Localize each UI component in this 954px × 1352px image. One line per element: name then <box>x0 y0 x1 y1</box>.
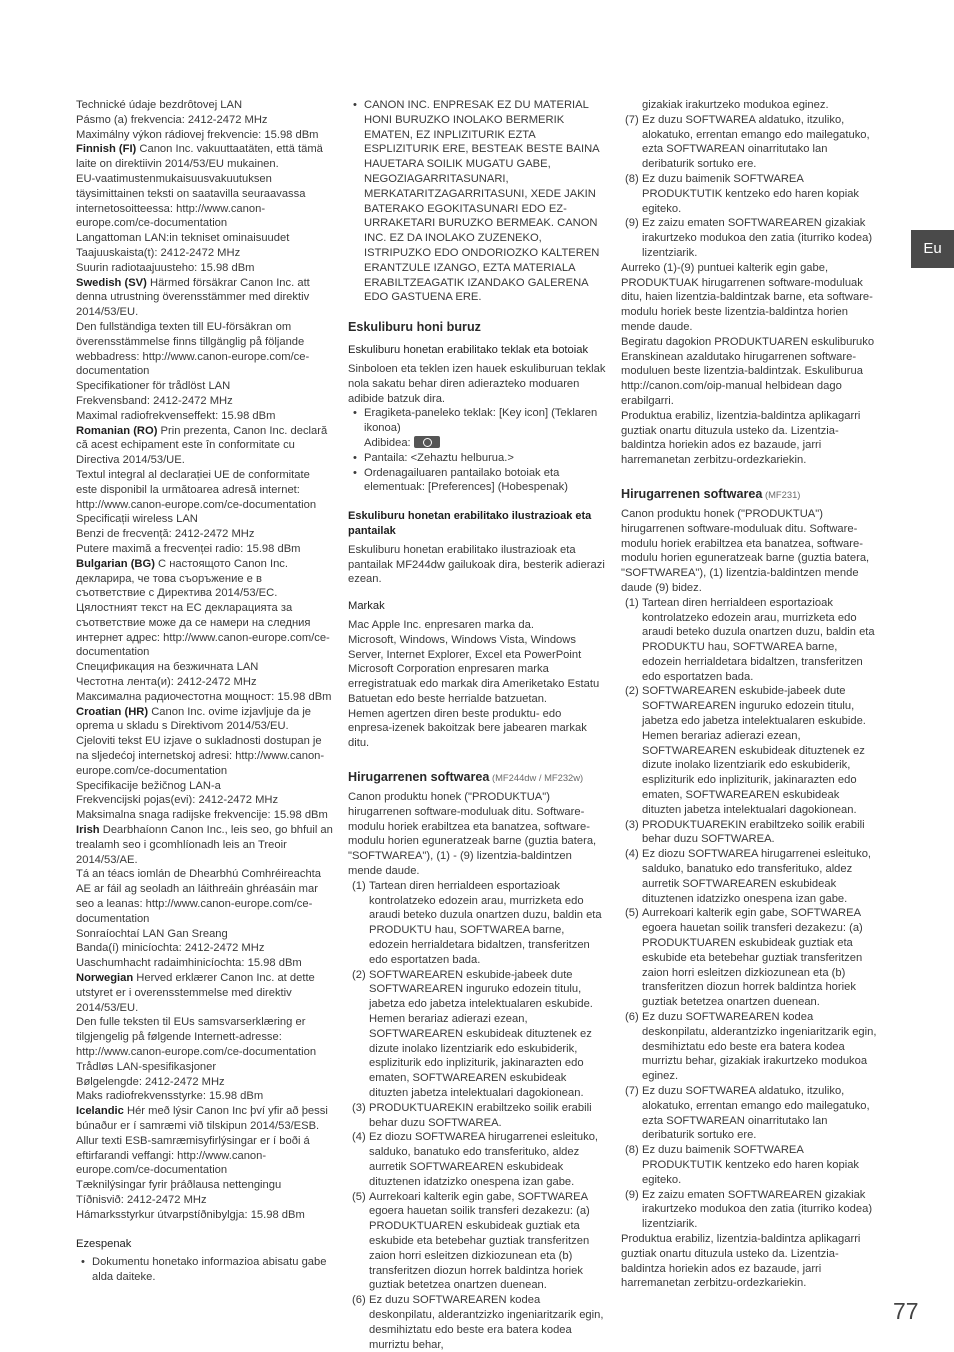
list-item: • CANON INC. ENPRESAK EZ DU MATERIAL HONI BURUZKO INOLAKO BERMERIK EMATEN, EZ INPLIZITURIK EZTA ESPLIZITURIK ERE, BESTEAK BESTE BAINA HAUETARA SOILIK MUGATU GABE, NEGOZIAGARRITASUNARI, MERKATARITZAGARRITASUNI, XEDE JAKIN BATERAKO EGOKITASUNARI EDO EZ-URRAKETARI BURUZKO BERMEAK. CANON INC. EZ DA INOLAKO ZUZENEKO, ISTRIPUZKO EDO ONDORIOZKO KALTEREN ERANTZULE IZANGO, EZTA MATERIALA ERABILTZEAGATIK IZANDAKO GALERENA EDO GASTUENA ERE. <box>364 98 606 305</box>
item-text: Ez duzu baimenik SOFTWAREA PRODUKTUTIK kentzeko edo haren kopiak egiteko. <box>642 172 860 215</box>
declaration-is <box>76 1104 334 1134</box>
lang-label: Croatian (HR) <box>76 705 149 718</box>
section-heading-ezespenak: Ezespenak <box>76 1237 132 1250</box>
item-text: PRODUKTUAREKIN erabiltzeko soilik erabili behar duzu SOFTWAREA. <box>642 818 865 846</box>
list-item <box>625 1143 879 1187</box>
lang-label: Finnish (FI) <box>76 143 137 156</box>
text-line: Tæknilýsingar fyrir þráðlausa nettengingu <box>76 1179 282 1192</box>
column-right <box>621 98 879 1291</box>
item-text: Tartean diren herrialdeen esportazioak kontrolatzeko edozein arau, murrizketa edo araudi beteko duzula onartzen duzu, baldin eta PRODUKTU hau, SOFTWAREA barne, edozein herrialdetara bidaltzen, transferitzen edo esportatzen bada. <box>369 879 602 966</box>
item-number: (7) <box>625 1085 639 1097</box>
paragraph: Sinboloen eta teklen izen hauek eskuliburuan teklak nola sakatu behar diren adierazteko moduaren adibide batzuk dira. <box>348 362 606 405</box>
item-number: (4) <box>625 848 639 861</box>
list-item <box>625 818 879 848</box>
section-heading-hirugarren-mf231 <box>621 486 879 503</box>
text-line: Цялостният текст на ЕС декларацията за съответствие може да се намери на следния интернет адрес: http://www.canon-europe.com/ce-documentation <box>76 602 330 659</box>
text-line: Hámarksstyrkur útvarpstíðnibylgja: 15.98 dBm <box>76 1208 305 1221</box>
text-line: Suurin radiotaajuusteho: 15.98 dBm <box>76 261 255 274</box>
paragraph: Mac Apple Inc. enpresaren marka da. <box>348 618 534 631</box>
declaration-hr <box>76 705 334 735</box>
declaration-text: С настоящото Canon Inc. декларира, че това съоръжение е в съответствие с Директива 2014/53/ЕС. <box>76 557 288 600</box>
declaration-no <box>76 971 334 1015</box>
text-line: Trådløs LAN-spesifikasjoner <box>76 1060 217 1073</box>
item-number: (1) <box>625 596 639 609</box>
text-line: Specifikationer för trådlöst LAN <box>76 380 231 393</box>
item-text: Aurrekoari kalterik egin gabe, SOFTWAREA egoera hauetan soilik transferi dezakezu: (a) PRODUKTUAREN eskubideak guztiak eta eskubide eta betebehar guztiak transferitzen zaion horri esleitzen dizkiozunean eta (b) transferitzen diozun horrek baldintza horiek guztiak betetzea onartzen duenean. <box>642 907 863 1009</box>
declaration-ro <box>76 424 334 468</box>
numbered-list <box>348 879 606 1352</box>
section-heading-hirugarren <box>348 769 606 786</box>
text-line: Den fullständiga texten till EU-försäkran om överensstämmelse finns tillgänglig på följande webbadress: http://www.canon-europe.com/ce-documentation <box>76 320 310 378</box>
text-line: Maximal radiofrekvenseffekt: 15.98 dBm <box>76 409 276 422</box>
bullet-list <box>76 1255 334 1285</box>
text-line: Uaschumhacht radaimhinicíochta: 15.98 dBm <box>76 957 302 970</box>
item-number: (8) <box>625 1144 639 1157</box>
lang-label: Romanian (RO) <box>76 424 158 437</box>
paragraph: Canon produktu honek ("PRODUKTUA") hirugarrenen software-moduluak ditu. Software-modulu horiek erabiltzea eta banatzea, software-modulu horien eguneratzeak barne (guztia batera, "SOFTWAREA"), (1) - (9) lizentzia-baldintzen mende daude. <box>348 791 597 878</box>
list-item <box>625 847 879 906</box>
text-line: Maksimalna snaga radijske frekvencije: 15.98 dBm <box>76 809 328 822</box>
item-number: (1) <box>352 879 366 892</box>
model-note: (MF244dw / MF232w) <box>489 772 584 784</box>
numbered-list <box>621 113 879 261</box>
text-line: Bølgelengde: 2412-2472 MHz <box>76 1075 225 1088</box>
text-line: Честотна лента(и): 2412-2472 MHz <box>76 676 257 689</box>
list-item <box>625 1010 879 1084</box>
item-number: (7) <box>625 113 639 126</box>
text-line: Maks radiofrekvensstyrke: 15.98 dBm <box>76 1090 264 1103</box>
item-number: (9) <box>625 1188 639 1201</box>
heading-text: Hirugarrenen softwarea <box>348 770 490 785</box>
text-line: Den fulle teksten til EUs samsvarserklæring er tilgjengelig på følgende Internett-adresse: http://www.canon-europe.com/ce-documentation <box>76 1016 317 1058</box>
paragraph: Produktua erabiliz, lizentzia-baldintza aplikagarri guztiak onartu dituzula usteko da. Lizentzia-baldintza horiekin ados ez bazaude, jarri harremanetan zerbitzu-ordezkariekin. <box>621 409 861 467</box>
language-tab: Eu <box>911 230 954 268</box>
lang-label: Swedish (SV) <box>76 276 147 289</box>
model-note: (MF231) <box>762 488 801 500</box>
example-line <box>364 436 606 451</box>
item-text: Ez diozu SOFTWAREA hirugarrenei esleituko, salduko, banatuko edo transferituko, aldez aurretik SOFTWAREAREN eskubideak dituztenen idatzizko onespena izan gabe. <box>369 1131 599 1188</box>
item-number: (6) <box>625 1011 639 1024</box>
declaration-fi <box>76 142 334 172</box>
list-item <box>352 1293 606 1352</box>
subheading-ilustrazioak: Eskuliburu honetan erabilitako ilustrazioak eta pantailak <box>348 510 592 537</box>
example-label: Adibidea: <box>364 436 411 449</box>
lang-label: Norwegian <box>76 972 134 985</box>
list-item <box>364 406 606 450</box>
list-item <box>625 1084 879 1143</box>
text-line: Спецификация на безжичната LAN <box>76 661 259 674</box>
item-text: Ez duzu SOFTWAREA aldatuko, itzuliko, alokatuko, errentan emango edo mailegatuko, ezta SOFTWAREAN oinarritutako lan deribaturik sortuko ere. <box>642 1085 870 1142</box>
declaration-bg <box>76 557 334 601</box>
list-item <box>625 1188 879 1232</box>
item-number: (6) <box>352 1294 366 1307</box>
text-line: Benzi de frecvență: 2412-2472 MHz <box>76 528 255 541</box>
section-heading-eskuliburu: Eskuliburu honi buruz <box>348 320 481 335</box>
lang-label: Bulgarian (BG) <box>76 557 155 570</box>
subheading-markak: Markak <box>348 600 385 613</box>
declaration-text: Dearbhaíonn Canon Inc., leis seo, go bhfuil an trealamh seo i gcomhlíonadh leis an Treoir 2014/53/AE. <box>76 824 333 866</box>
item-text: Ez duzu SOFTWAREAREN kodea deskonpilatu, alderantzizko ingeniaritzarik egin, desmihiztatu edo beste era batera kodea murriztu behar, gizakiak irakurtzeko modukoa eginez. <box>642 1011 877 1083</box>
item-text: Ez duzu baimenik SOFTWAREA PRODUKTUTIK kentzeko edo haren kopiak egiteko. <box>642 1144 860 1186</box>
item-text: Aurrekoari kalterik egin gabe, SOFTWAREA egoera hauetan soilik transferi dezakezu: (a) PRODUKTUAREN eskubideak guztiak eta eskubide eta betebehar guztiak transferitzen zaion horri esleitzen dizkiozunean eta (b) transferitzen diozun horrek baldintza horiek guztiak betetzea onartzen duenean. <box>369 1190 590 1292</box>
text-line: Banda(í) minicíochta: 2412-2472 MHz <box>76 942 265 955</box>
item-number: (5) <box>625 907 639 920</box>
declaration-text: Canon Inc. ovime izjavljuje da je oprema u skladu s Direktivom 2014/53/EU. <box>76 705 312 733</box>
heading-text: Hirugarrenen softwarea <box>621 486 763 501</box>
text-line: EU-vaatimustenmukaisuusvakuutuksen täysimittainen teksti on saatavilla seuraavassa internetosoitteessa: http://www.canon-europe.com/ce-documentation <box>76 172 306 230</box>
list-item <box>625 113 879 172</box>
item-text: Ez diozu SOFTWAREA hirugarrenei esleituko, salduko, banatuko edo transferituko, aldez aurretik SOFTWAREAREN eskubideak dituztenen idatzizko onespena izan gabe. <box>642 848 872 905</box>
item-text: Ez zaizu ematen SOFTWAREAREN gizakiak irakurtzeko modukoa den zatia (iturriko kodea) lizentziarik. <box>642 1188 873 1231</box>
list-item <box>352 1190 606 1294</box>
list-item <box>352 1130 606 1189</box>
page-number: 77 <box>893 1298 919 1324</box>
paragraph: Canon produktu honek ("PRODUKTUA") hirugarrenen software-moduluak ditu. Software-modulu horiek erabiltzea eta banatzea, software-modulu horien eguneratzeak barne (guztia batera, "SOFTWAREA"), (1) lizentzia-baldintzen mende daude (9) bidez. <box>621 507 870 594</box>
home-key-icon <box>414 436 440 448</box>
text-line: Sonraíochtaí LAN Gan Sreang <box>76 927 228 940</box>
subheading-teklak: Eskuliburu honetan erabilitako teklak eta botoiak <box>348 344 589 357</box>
text-line: Frekvensband: 2412-2472 MHz <box>76 394 233 407</box>
item-text: Ez zaizu ematen SOFTWAREAREN gizakiak irakurtzeko modukoa den zatia (iturriko kodea) lizentziarik. <box>642 217 873 259</box>
text-line: Tíðnisvið: 2412-2472 MHz <box>76 1193 207 1206</box>
list-item <box>625 216 879 260</box>
item-text: Ez duzu SOFTWAREA aldatuko, itzuliko, alokatuko, errentan emango edo mailegatuko, ezta SOFTWAREAN oinarritutako lan deribaturik sortuko ere. <box>642 113 870 171</box>
text-line: Allur texti ESB-samræmisyfirlýsingar er í boði á eftirfarandi veffangi: http://www.canon-europe.com/ce-documentation <box>76 1134 310 1177</box>
declaration-text: Canon Inc. vakuuttaatäten, että tämä laite on direktiivin 2014/53/EU mukainen. <box>76 143 323 171</box>
item-text: Ez duzu SOFTWAREAREN kodea deskonpilatu, alderantzizko ingeniaritzarik egin, desmihiztatu edo beste era batera kodea murriztu behar, <box>369 1294 604 1351</box>
paragraph: Microsoft, Windows, Windows Vista, Windows Server, Internet Explorer, Excel eta PowerPoint Microsoft Corporation enpresaren marka erregistratuak edo markak dira Ameriketako Estatu Batuetan edo beste herrialde batzuetan. <box>348 633 600 705</box>
paragraph: Eskuliburu honetan erabilitako ilustrazioak eta pantailak MF244dw gailukoak dira, besterik adierazi ezean. <box>348 543 605 586</box>
list-item <box>352 1101 606 1131</box>
declaration-text: Prin prezenta, Canon Inc. declară că acest echipament este în conformitate cu Directiva 2014/53/UE. <box>76 424 328 467</box>
list-item: • Ordenagailuaren pantailako botoiak eta elementuak: [Preferences] (Hobespenak) <box>364 466 606 496</box>
text-line: Specificații wireless LAN <box>76 513 198 526</box>
paragraph: Begiratu dagokion PRODUKTUAREN eskuliburuko Eranskinean azaldutako hirugarrenen software-moduluen beste lizentzia-baldintzak. Eskuliburua http://canon.com/oip-manual helbidean dago erabilgarri. <box>621 335 875 407</box>
declaration-text: Herved erklærer Canon Inc. at dette utstyret er i overensstemmelse med direktiv 2014/53/EU. <box>76 972 315 1014</box>
text-line: Tá an téacs iomlán de Dhearbhú Comhréireachta AE ar fáil ag seoladh an láithreáin ghréasáin mar seo a leanas: http://www.canon-europe.com/ce-documentation <box>76 868 322 925</box>
text-line: Maximálny výkon rádiovej frekvencie: 15.98 dBm <box>76 128 319 141</box>
declaration-text: Härmed försäkrar Canon Inc. att denna utrustning överensstämmer med direktiv 2014/53/EU. <box>76 276 310 319</box>
paragraph: Produktua erabiliz, lizentzia-baldintza aplikagarri guztiak onartu dituzula usteko da. Lizentzia-baldintza horiekin ados ez bazaude, jarri harremanetan zerbitzu-ordezkariekin. <box>621 1232 861 1290</box>
list-item: • Dokumentu honetako informazioa abisatu gabe alda daiteke. <box>92 1255 334 1285</box>
text-line: Textul integral al declarației UE de conformitate este disponibil la următoarea adresă internet: http://www.canon-europe.com/ce-documentation <box>76 468 317 511</box>
list-item-text: Eragiketa-paneleko teklak: [Key icon] (Teklaren ikonoa) <box>364 407 598 435</box>
item-text: SOFTWAREAREN eskubide-jabeek dute SOFTWAREAREN inguruko edozein titulu, jabetza edo jabetza intelektualaren eskubide. Hemen berariaz adierazi ezean, SOFTWAREAREN eskubideak dituztenek ez dizute inolako lizentziarik edo eskubiderik, espliziturik edo inpliziturik, jakinarazten edo ematen, SOFTWAREAREN eskubideak dituzten jabetza intelektualari dagokionean. <box>369 968 593 1100</box>
item-text: SOFTWAREAREN eskubide-jabeek dute SOFTWAREAREN inguruko edozein titulu, jabetza edo jabetza intelektualaren eskubide. Hemen berariaz adierazi ezean, SOFTWAREAREN eskubideak dituztenek ez dizute inolako lizentziarik edo eskubiderik, espliziturik edo inpliziturik, jakinarazten edo ematen, SOFTWAREAREN eskubideak dituzten jabetza intelektualari dagokionean. <box>642 685 866 816</box>
item-number: (3) <box>625 818 639 831</box>
column-middle <box>348 98 606 1352</box>
lang-label: Irish <box>76 824 100 837</box>
text-line: Cjeloviti tekst EU izjave o sukladnosti dostupan je na sljedećoj internetskoj adresi: http://www.canon-europe.com/ce-documentation <box>76 735 325 777</box>
list-item <box>625 906 879 1010</box>
text-line: Specifikacije bežičnog LAN-a <box>76 779 221 792</box>
declaration-text: Hér með lýsir Canon Inc því yfir að þessi búnaður er í samræmi við tilskipun 2014/53/ESB. <box>76 1105 328 1132</box>
text-line: Максимална радиочестотна мощност: 15.98 dBm <box>76 690 332 703</box>
paragraph: Hemen agertzen diren beste produktu- edo enpresa-izenek bakoitzak bere jabearen markak ditu. <box>348 707 587 750</box>
text-line: Taajuuskaista(t): 2412-2472 MHz <box>76 246 241 259</box>
text-line: Technické údaje bezdrôtovej LAN <box>76 99 243 111</box>
declaration-ga <box>76 823 334 867</box>
list-item <box>625 172 879 216</box>
lang-label: Icelandic <box>76 1105 124 1118</box>
continued-line: gizakiak irakurtzeko modukoa eginez. <box>642 99 829 111</box>
declaration-sv <box>76 276 334 320</box>
bullet-list <box>348 406 606 495</box>
text-line: Pásmo (a) frekvencia: 2412-2472 MHz <box>76 113 268 126</box>
text-line: Putere maximă a frecvenței radio: 15.98 dBm <box>76 542 301 555</box>
list-item: • Pantaila: <Zehaztu helburua.> <box>364 451 606 466</box>
paragraph: Aurreko (1)-(9) puntuei kalterik egin gabe, PRODUKTUAK hirugarrenen software-moduluak ditu, haien lizentzia-baldintzak barne, eta software-modulu horiek beste lizentzia-baldintza horien mende daude. <box>621 261 873 333</box>
item-number: (2) <box>625 685 639 698</box>
item-number: (5) <box>352 1190 366 1203</box>
list-item <box>625 684 879 817</box>
item-number: (2) <box>352 968 366 981</box>
item-text: PRODUKTUAREKIN erabiltzeko soilik erabili behar duzu SOFTWAREA. <box>369 1101 592 1129</box>
text-line: Frekvencijski pojas(evi): 2412-2472 MHz <box>76 794 279 807</box>
item-text: Tartean diren herrialdeen esportazioak kontrolatzeko edozein arau, murrizketa edo araudi beteko duzula onartzen duzu, baldin eta PRODUKTU hau, SOFTWAREA barne, edozein herrialdetara bidaltzen, transferitzen edo esportatzen bada. <box>642 596 875 683</box>
item-number: (4) <box>352 1131 366 1144</box>
item-number: (3) <box>352 1101 366 1114</box>
bullet-list <box>348 98 606 305</box>
column-left <box>76 98 334 1285</box>
item-number: (9) <box>625 217 639 230</box>
list-item <box>352 879 606 968</box>
item-number: (8) <box>625 172 639 185</box>
sk-wlan-specs <box>76 98 334 142</box>
text-line: Langattoman LAN:in tekniset ominaisuudet <box>76 232 290 245</box>
list-item <box>625 596 879 685</box>
list-item <box>352 968 606 1101</box>
numbered-list <box>621 596 879 1232</box>
